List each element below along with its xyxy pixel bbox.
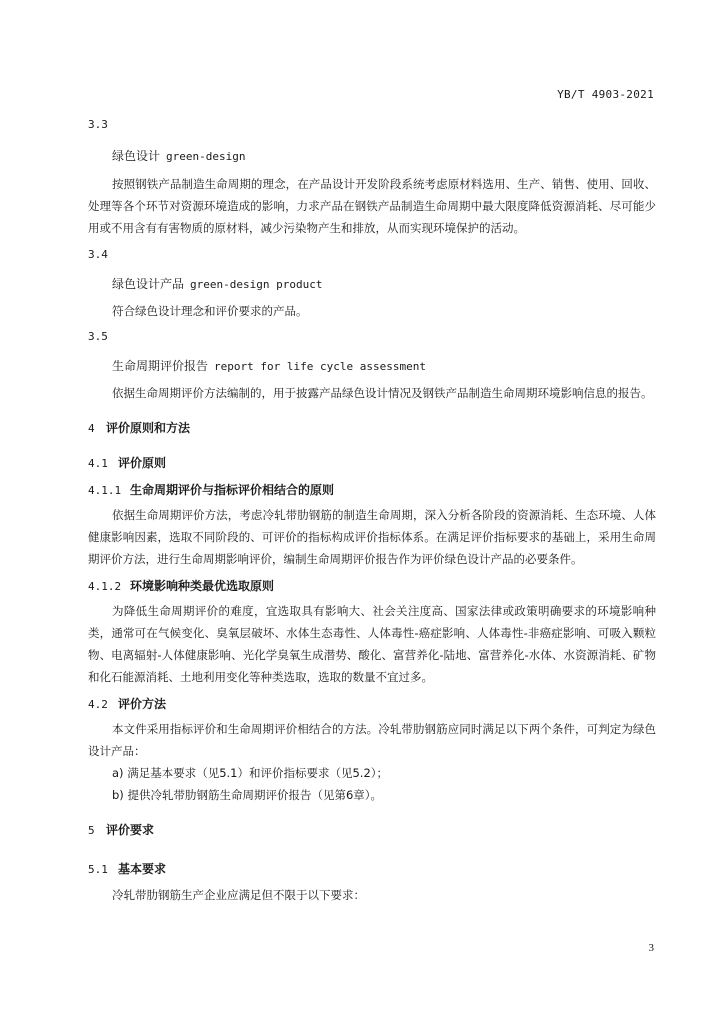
section-5-title: 评价要求 [106,823,155,837]
section-4-2-title: 评价方法 [118,697,167,711]
section-4-1-2-title: 环境影响种类最优选取原则 [130,579,275,593]
clause-number-3-5: 3.5 [88,330,108,343]
term-3-3-english: green-design [166,150,246,163]
section-5-1-number: 5.1 [88,863,108,876]
section-4-1-title: 评价原则 [118,456,167,470]
clause-number-3-3: 3.3 [88,118,108,131]
section-5-1-text: 冷轧带肋钢筋生产企业应满足但不限于以下要求： [112,888,365,902]
list-item: b) 提供冷轧带肋钢筋生命周期评价报告（见第6章）。 [112,788,383,802]
term-3-3 [88,148,656,165]
term-3-3-chinese: 绿色设计 [112,149,161,163]
section-4-1-1-number: 4.1.1 [88,484,122,497]
section-4-2-text: 本文件采用指标评价和生命周期评价相结合的方法。冷轧带肋钢筋应同时满足以下两个条件，可判定为绿色设计产品： [88,722,656,758]
section-5-1-title: 基本要求 [118,862,167,876]
page-number: 3 [648,942,654,954]
section-4-2-heading [88,696,656,713]
section-4-number: 4 [88,422,95,435]
section-5-number: 5 [88,824,95,837]
clause-number-3-4: 3.4 [88,248,108,261]
definition-3-4: 符合绿色设计理念和评价要求的产品。 [112,304,308,318]
term-3-4-english: green-design product [190,278,323,291]
document-body [88,118,656,906]
section-4-1-1-text: 依据生命周期评价方法，考虑冷轧带肋钢筋的制造生命周期，深入分析各阶段的资源消耗、生态环境、人体健康影响因素，选取不同阶段的、可评价的指标构成评价指标体系。在满足评价指标要求的基础上，采用生命周期评价方法，进行生命周期影响评价，编制生命周期评价报告作为评价绿色设计产品的必要条件。 [88,508,656,566]
definition-3-5: 依据生命周期评价方法编制的，用于披露产品绿色设计情况及钢铁产品制造生命周期环境影响信息的报告。 [112,386,653,400]
section-4-2-number: 4.2 [88,698,108,711]
term-3-4 [88,276,656,293]
section-4-1-1-title: 生命周期评价与指标评价相结合的原则 [130,483,335,497]
section-4-1-number: 4.1 [88,457,108,470]
term-3-5 [88,358,656,375]
section-4-1-2-text: 为降低生命周期评价的难度，宜选取具有影响大、社会关注度高、国家法律或政策明确要求的环境影响种类，通常可在气候变化、臭氧层破坏、水体生态毒性、人体毒性-癌症影响、人体毒性-非癌症影响、可吸入颗粒物、电离辐射-人体健康影响、光化学臭氧生成潜势、酸化、富营养化-陆地、富营养化-水体、水资源消耗、矿物和化石能源消耗、土地利用变化等种类选取，选取的数量不宜过多。 [88,604,656,684]
term-3-4-chinese: 绿色设计产品 [112,277,185,291]
section-4-1-1-heading [88,482,656,499]
term-3-5-chinese: 生命周期评价报告 [112,359,209,373]
section-4-1-heading [88,455,656,472]
section-4-title: 评价原则和方法 [106,421,191,435]
list-item: a) 满足基本要求（见5.1）和评价指标要求（见5.2）； [112,766,389,780]
definition-3-3: 按照钢铁产品制造生命周期的理念，在产品设计开发阶段系统考虑原材料选用、生产、销售、使用、回收、处理等各个环节对资源环境造成的影响，力求产品在钢铁产品制造生命周期中最大限度降低资源消耗、尽可能少用或不用含有有害物质的原材料，减少污染物产生和排放，从而实现环境保护的活动。 [88,177,656,235]
section-4-1-2-heading [88,578,656,595]
section-4-heading [88,420,656,437]
section-4-1-2-number: 4.1.2 [88,580,122,593]
term-3-5-english: report for life cycle assessment [214,360,426,373]
standard-code: YB/T 4903-2021 [557,88,654,101]
section-5-1-heading [88,861,656,878]
section-5-heading [88,822,656,839]
